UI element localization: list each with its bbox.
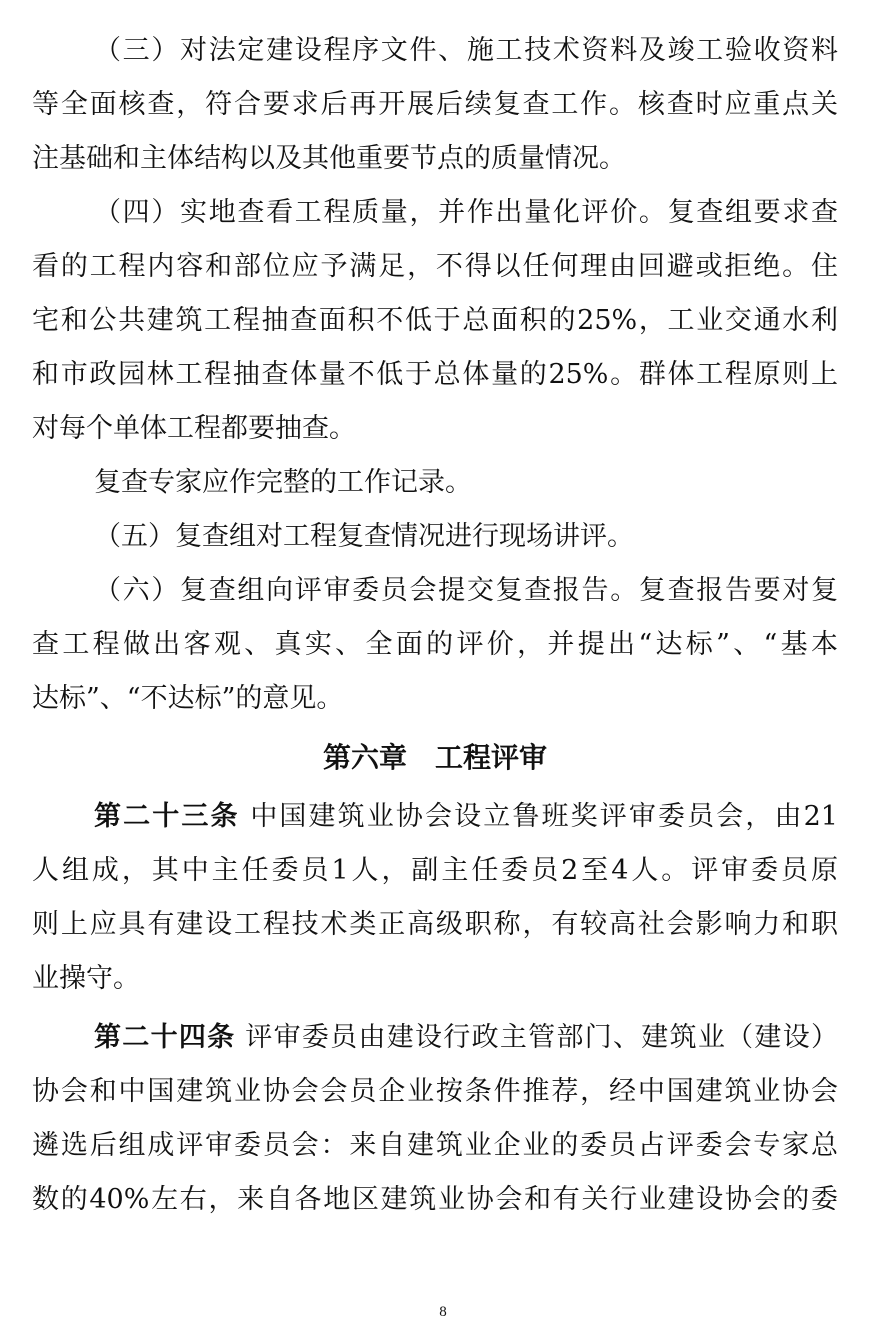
paragraph-line: 复查专家应作完整的工作记录。 — [94, 467, 472, 498]
paragraph — [32, 564, 838, 726]
paragraph-line: 和市政园林工程抽查体量不低于总体量的25%。群体工程原则上 — [32, 359, 838, 390]
article-text: 评审委员由建设行政主管部门、建筑业（建设） — [235, 1022, 839, 1053]
paragraph-line: （六）复查组向评审委员会提交复查报告。复查报告要对复 — [94, 575, 838, 606]
paragraph-line: 对每个单体工程都要抽查。 — [32, 413, 356, 444]
paragraph — [32, 24, 838, 186]
article-first-line — [32, 1011, 838, 1065]
article-line: 业操守。 — [32, 963, 140, 994]
article-line: 遴选后组成评审委员会：来自建筑业企业的委员占评委会专家总 — [32, 1130, 838, 1161]
article-line: 数的40%左右，来自各地区建筑业协会和有关行业建设协会的委 — [32, 1184, 838, 1215]
paragraph-line: 达标”、“不达标”的意见。 — [32, 683, 344, 714]
article-first-line — [32, 790, 838, 844]
paragraph-line: （五）复查组对工程复查情况进行现场讲评。 — [94, 521, 634, 552]
paragraph-line: 看的工程内容和部位应予满足，不得以任何理由回避或拒绝。住 — [32, 251, 838, 282]
article-text: 中国建筑业协会设立鲁班奖评审委员会，由21 — [239, 801, 838, 832]
paragraph-line: （三）对法定建设程序文件、施工技术资料及竣工验收资料 — [94, 35, 838, 66]
article-line: 人组成，其中主任委员1人，副主任委员2至4人。评审委员原 — [32, 855, 838, 886]
body-paragraphs — [32, 24, 838, 726]
paragraph — [32, 456, 838, 510]
article-line: 协会和中国建筑业协会会员企业按条件推荐，经中国建筑业协会 — [32, 1076, 838, 1107]
article-label: 第二十三条 — [94, 801, 240, 832]
paragraph-line: 查工程做出客观、真实、全面的评价，并提出“达标”、“基本 — [32, 629, 838, 660]
paragraph — [32, 510, 838, 564]
paragraph-line: 等全面核查，符合要求后再开展后续复查工作。核查时应重点关 — [32, 89, 838, 120]
paragraph — [32, 186, 838, 456]
article-24 — [32, 1011, 838, 1227]
document-page — [32, 24, 838, 1227]
paragraph-line: 宅和公共建筑工程抽查面积不低于总面积的25%，工业交通水利 — [32, 305, 838, 336]
article-line: 则上应具有建设工程技术类正高级职称，有较高社会影响力和职 — [32, 909, 838, 940]
paragraph-line: 注基础和主体结构以及其他重要节点的质量情况。 — [32, 143, 626, 174]
chapter-title: 第六章 工程评审 — [322, 741, 547, 774]
article-23 — [32, 790, 838, 1006]
page-number: 8 — [439, 1304, 447, 1320]
paragraph-line: （四）实地查看工程质量，并作出量化评价。复查组要求查 — [94, 197, 838, 228]
article-label: 第二十四条 — [94, 1022, 236, 1053]
